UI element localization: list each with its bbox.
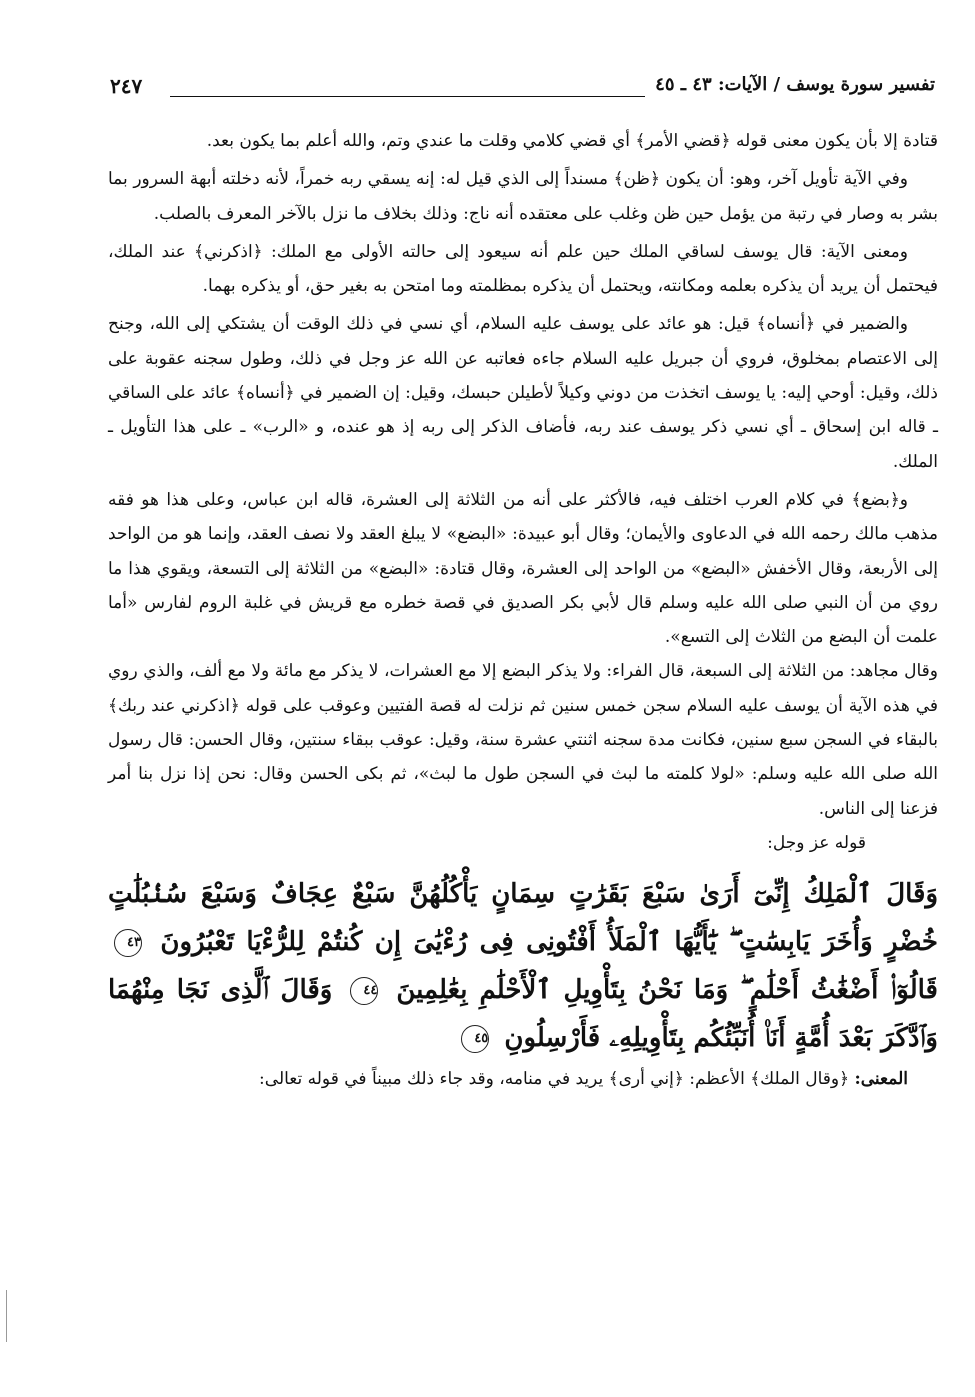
verse-number-45: ٤٥: [461, 1025, 489, 1053]
verse-text-44: قَالُوٓا۟ أَضْغَٰثُ أَحْلَٰمٍ ۖ وَمَا نَحْنُ بِتَأْوِيلِ ٱلْأَحْلَٰمِ بِعَٰلِمِينَ: [396, 975, 938, 1006]
meaning-paragraph: [108, 1062, 938, 1096]
paragraph-4: والضمير في ﴿أنساه﴾ قيل: هو عائد على يوسف عليه السلام، أي نسي في ذلك الوقت أن يشتكي إلى الله، وجنح إلى الاعتصام بمخلوق، فروي أن جبريل عليه السلام جاءه فعاتبه عن الله عز وجل في ذلك، وطول سجنه عقوبة على ذلك، وقيل: أوحي إليه: يا يوسف اتخذت من دوني وكيلاً لأطيلن حبسك، وقيل: إن الضمير في ﴿أنساه﴾ عائد على الساقي ـ قاله ابن إسحاق ـ أي نسي ذكر يوسف عند ربه، فأضاف الذكر إلى ربه إذ هو عنده، و «الرب» ـ على هذا التأويل ـ الملك.: [108, 314, 938, 472]
header-rule: [170, 96, 645, 97]
verse-number-44: ٤٤: [350, 977, 378, 1005]
paragraph-5: و﴿بضع﴾ في كلام العرب اختلف فيه، فالأكثر على أنه من الثلاثة إلى العشرة، قاله ابن عباس، وعلى هذا هو فقه مذهب مالك رحمه الله في الدعاوى والأيمان؛ وقال أبو عبيدة: «البضع» لا يبلغ العقد ولا نصف العقد، وإنما هو من الواحد إلى الأربعة، وقال الأخفش «البضع» من الواحد إلى العشرة، وقال قتادة: «البضع» من الثلاثة إلى التسعة، ويقوي هذا ما روي من أن النبي صلى الله عليه وسلم قال لأبي بكر الصديق في قصة خطره مع قريش في غلبة الروم لفارس «أما علمت أن البضع من الثلاث إلى التسع».: [108, 489, 938, 648]
meaning-text: ﴿وقال الملك﴾ الأعظم: ﴿إني أرى﴾ يريد في منامه، وقد جاء ذلك مبيناً في قوله تعالى:: [259, 1069, 850, 1090]
page-header: [110, 74, 935, 108]
scan-margin-mark: [6, 1290, 7, 1342]
commentary-text: [108, 124, 938, 1097]
verse-heading: قوله عز وجل:: [767, 832, 866, 853]
paragraph-3: ومعنى الآية: قال يوسف لساقي الملك حين علم أنه سيعود إلى حالته الأولى مع الملك: ﴿اذكرني﴾ عند الملك، فيحتمل أن يريد أن يذكره بعلمه ومكانته، ويحتمل أن يذكره بمظلمته وما امتحن به بغير حق، أو يذكره بهما.: [108, 241, 938, 297]
paragraph-2: وفي الآية تأويل آخر، وهو: أن يكون ﴿ظن﴾ مسنداً إلى الذي قيل له: إنه يسقي ربه خمراً، لأنه دخلته أبهة السرور بما بشر به وصار في رتبة من يؤمل حين ظن وغلب على معتقده أنه ناج: وذلك بخلاف ما نزل بالآخر المعرف بالصلب.: [108, 169, 938, 224]
verse-text-45: وَقَالَ ٱلَّذِى نَجَا مِنْهُمَا وَٱدَّكَرَ بَعْدَ أُمَّةٍ أَنَا۠ أُنَبِّئُكُم بِتَأْوِيلِهِۦ فَأَرْسِلُونِ: [108, 975, 938, 1054]
paragraph-6: وقال مجاهد: من الثلاثة إلى السبعة، قال الفراء: ولا يذكر البضع إلا مع العشرات، لا يذكر مع مائة ولا مع ألف، والذي روي في هذه الآية أن يوسف عليه السلام سجن خمس سنين ثم نزلت له قصة الفتيين وعوقب على قوله ﴿اذكرني عند ربك﴾ بالبقاء في السجن سبع سنين، فكانت مدة سجنه اثنتي عشرة سنة، وقيل: عوقب ببقاء سنتين، وقال الحسن: قال رسول الله صلى الله عليه وسلم: «لولا كلمته ما لبث في السجن طول ما لبث»، ثم بكى الحسن وقال: نحن إذا نزل بنا أمر فزعنا إلى الناس.: [108, 661, 938, 819]
paragraph-1: قتادة إلا بأن يكون معنى قوله ﴿قضي الأمر﴾ أي قضي كلامي وقلت ما عندي وتم، والله أعلم بما يكون بعد.: [206, 131, 938, 151]
verse-number-43: ٤٣: [114, 929, 142, 957]
quran-verses: [108, 870, 938, 1062]
page-number: ٢٤٧: [110, 74, 143, 98]
running-title: تفسير سورة يوسف / الآيات: ٤٣ ـ ٤٥: [655, 74, 935, 95]
verse-text-43: وَقَالَ ٱلْمَلِكُ إِنِّىٓ أَرَىٰ سَبْعَ بَقَرَٰتٍ سِمَانٍ يَأْكُلُهُنَّ سَبْعٌ عِجَافٌ وَسَبْعَ سُنۢبُلَٰتٍ خُضْرٍ وَأُخَرَ يَابِسَٰتٍ ۖ يَٰٓأَيُّهَا ٱلْمَلَأُ أَفْتُونِى فِى رُءْيَٰىَ إِن كُنتُمْ لِلرُّءْيَا تَعْبُرُونَ: [108, 879, 938, 958]
meaning-label: المعنى:: [854, 1069, 908, 1090]
